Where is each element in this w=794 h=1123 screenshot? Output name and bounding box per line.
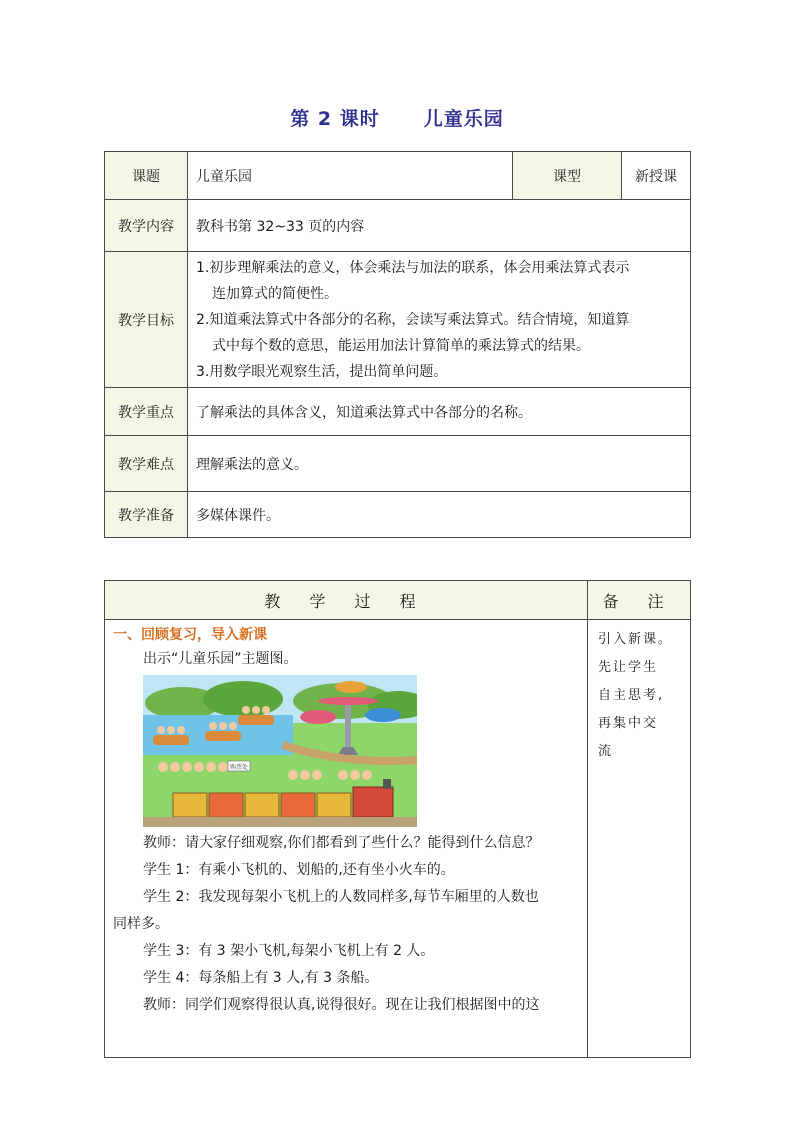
- ticket-sign: 购票处: [229, 764, 249, 771]
- dialogue-line: 教师：同学们观察得很认真,说得很好。现在让我们根据图中的这: [143, 997, 540, 1013]
- difficulty-label: 教学难点: [105, 436, 188, 492]
- topic-value: 儿童乐园: [188, 152, 513, 200]
- process-content: [105, 620, 588, 1058]
- park-scene-image: [143, 675, 417, 827]
- difficulty-value: 理解乘法的意义。: [188, 436, 691, 492]
- content-label: 教学内容: [105, 200, 188, 252]
- theme-illustration: [143, 675, 417, 827]
- preparation-value: 多媒体课件。: [188, 492, 691, 538]
- topic-label: 课题: [105, 152, 188, 200]
- note-header: 备 注: [588, 581, 691, 620]
- paragraph: 出示“儿童乐园”主题图。: [143, 651, 298, 667]
- key-point-label: 教学重点: [105, 388, 188, 436]
- dialogue-line: 学生 2：我发现每架小飞机上的人数同样多,每节车厢里的人数也: [143, 889, 539, 905]
- goal-item: 1.初步理解乘法的意义，体会乘法与加法的联系，体会用乘法算式表示 连加算式的简便性。: [196, 259, 630, 302]
- goal-item: 3.用数学眼光观察生活，提出简单问题。: [196, 363, 448, 380]
- process-header: 教 学 过 程: [105, 581, 588, 620]
- lesson-name: 儿童乐园: [423, 108, 504, 130]
- lesson-number: 第 2 课时: [290, 108, 380, 130]
- goals-value: [188, 252, 691, 388]
- type-label: 课型: [513, 152, 622, 200]
- note-column: [588, 620, 691, 1058]
- dialogue-line-cont: 同样多。: [113, 916, 169, 932]
- content-value: 教科书第 32~33 页的内容: [188, 200, 691, 252]
- note-text: 引入新课。 先让学生 自主思考, 再集中交 流: [598, 632, 674, 759]
- dialogue-line: 学生 1：有乘小飞机的、划船的,还有坐小火车的。: [143, 862, 455, 878]
- lesson-info-table: [104, 151, 691, 538]
- page-title: [0, 104, 794, 131]
- section-heading: 一、回顾复习，导入新课: [113, 627, 267, 643]
- goal-item: 2.知道乘法算式中各部分的名称，会读写乘法算式。结合情境，知道算 式中每个数的意思，能运用加法计算简单的乘法算式的结果。: [196, 311, 630, 354]
- goals-label: 教学目标: [105, 252, 188, 388]
- dialogue-line: 学生 3：有 3 架小飞机,每架小飞机上有 2 人。: [143, 943, 435, 959]
- dialogue-line: 学生 4：每条船上有 3 人,有 3 条船。: [143, 970, 379, 986]
- teaching-process-table: [104, 580, 691, 1058]
- dialogue-line: 教师：请大家仔细观察,你们都看到了些什么？能得到什么信息？: [143, 835, 540, 851]
- type-value: 新授课: [622, 152, 691, 200]
- key-point-value: 了解乘法的具体含义，知道乘法算式中各部分的名称。: [188, 388, 691, 436]
- preparation-label: 教学准备: [105, 492, 188, 538]
